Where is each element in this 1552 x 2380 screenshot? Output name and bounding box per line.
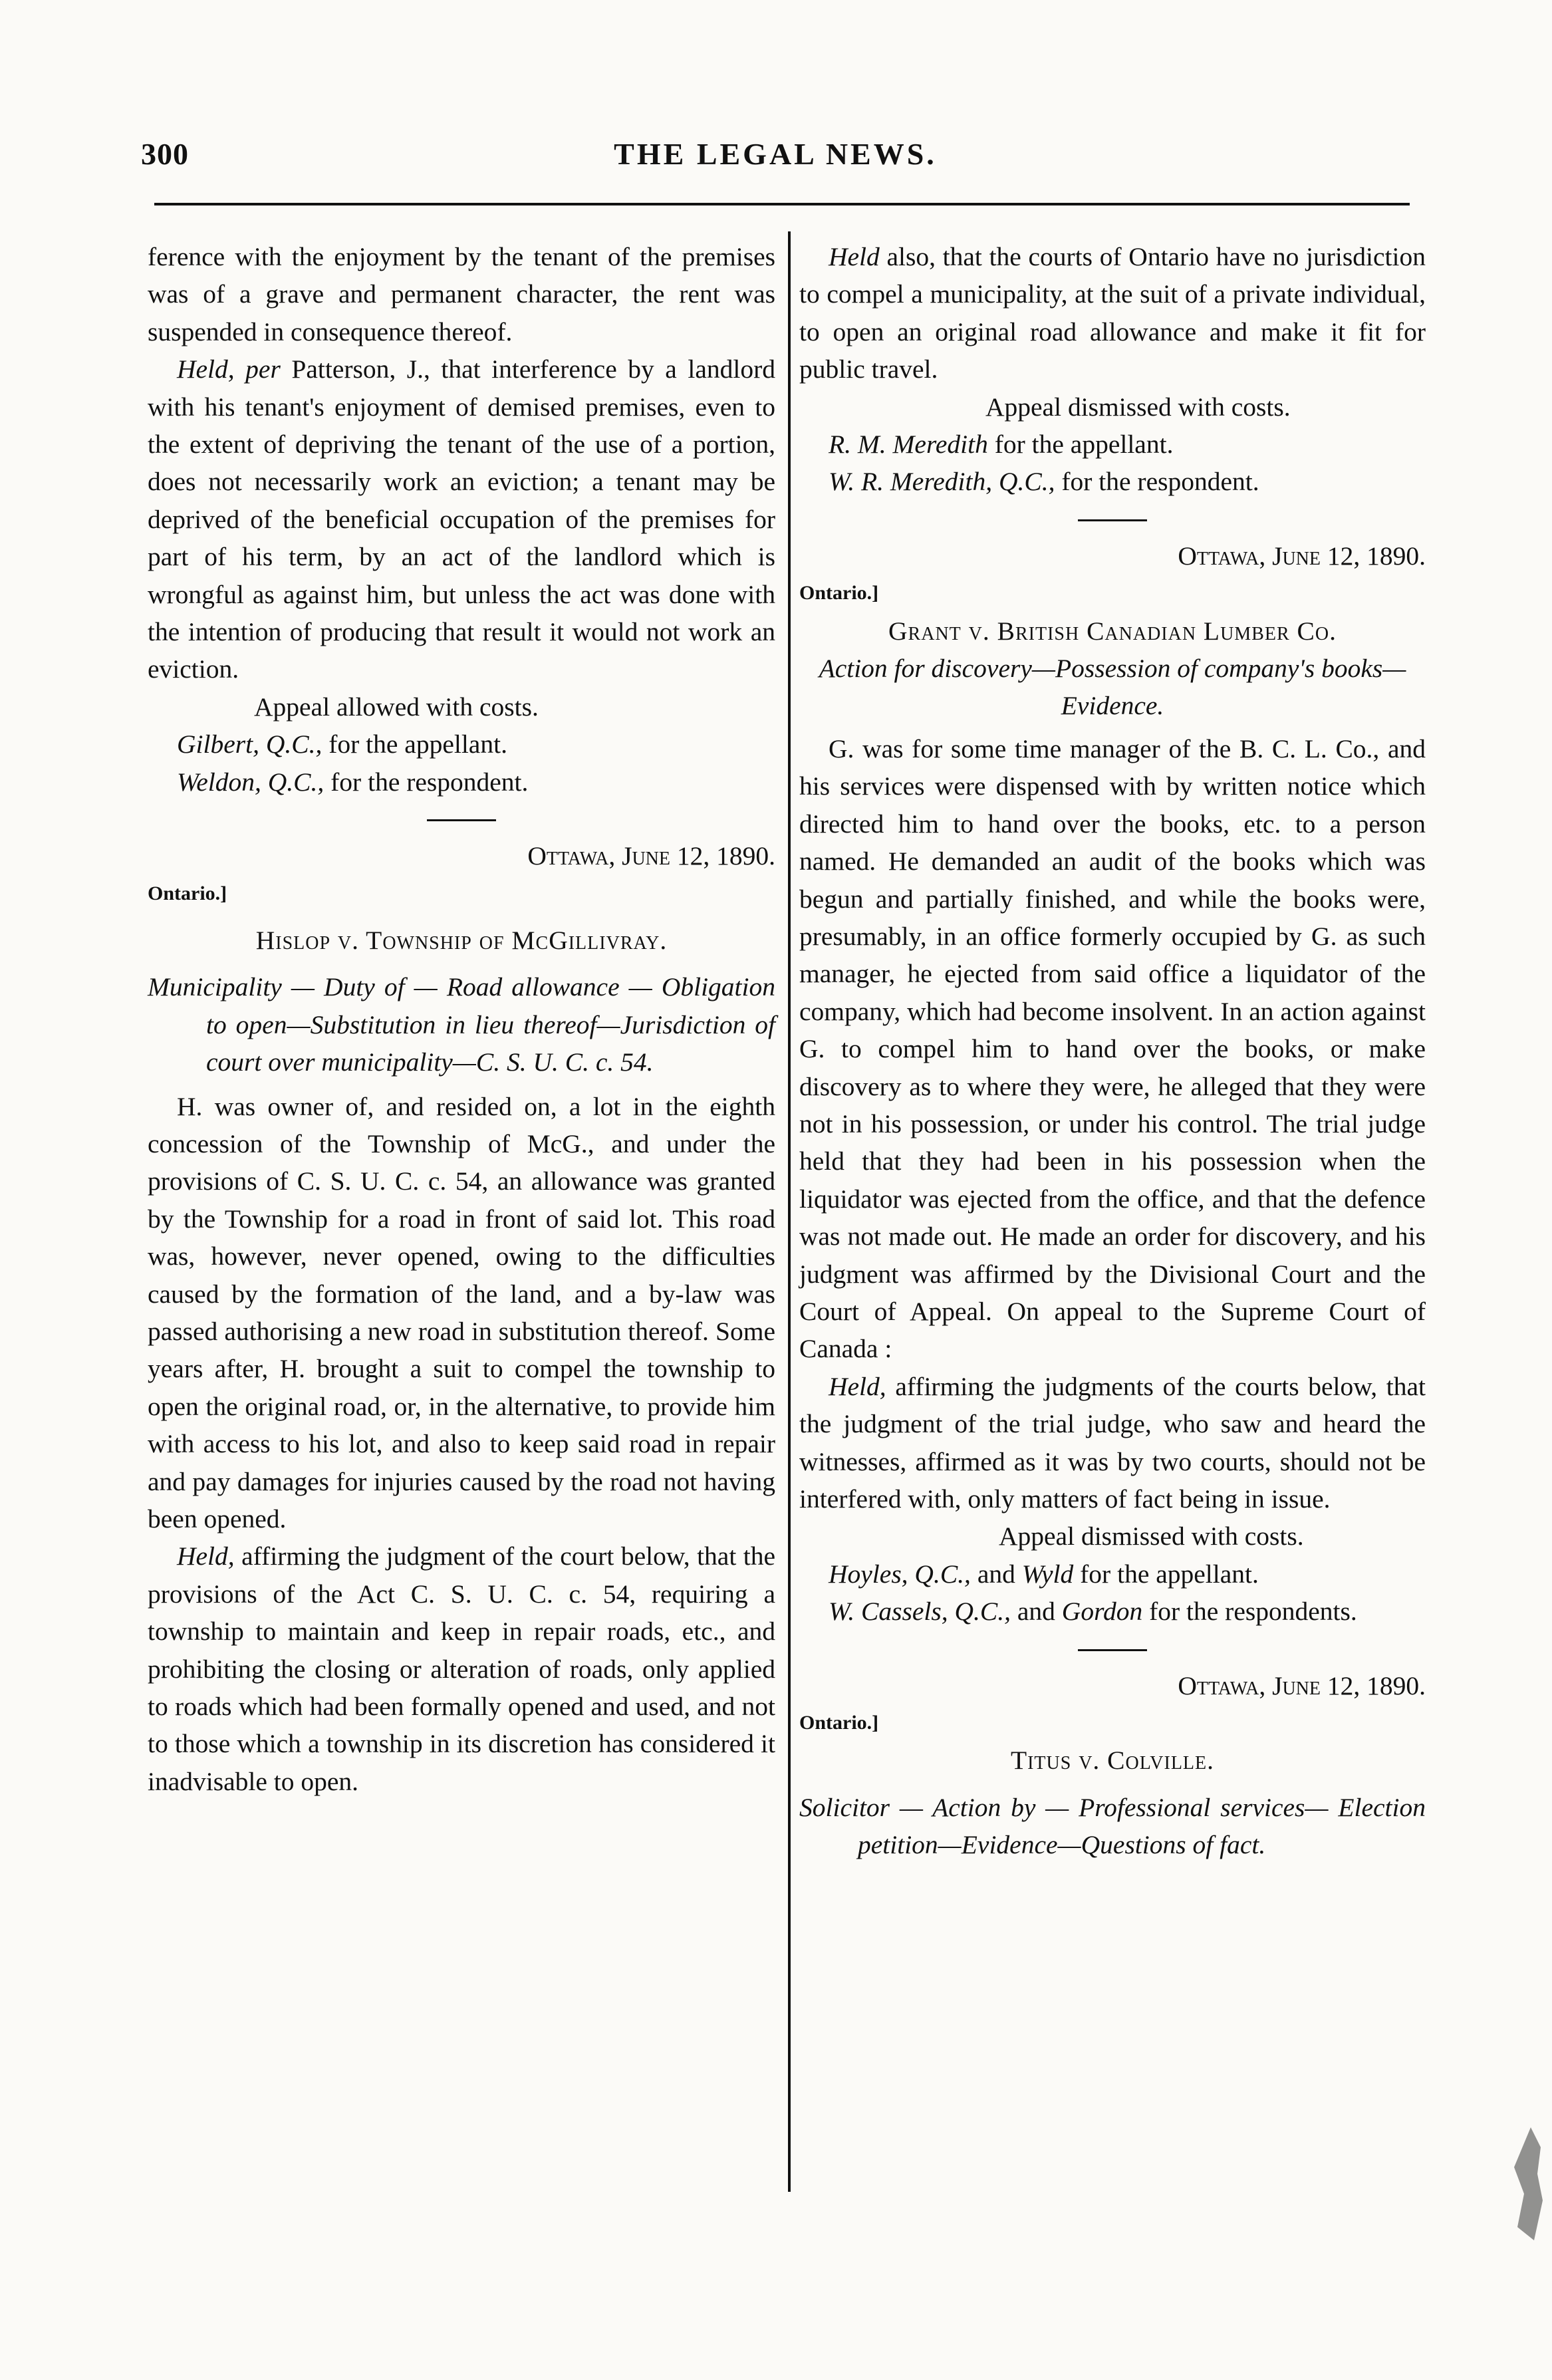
page-number: 300 (141, 137, 189, 171)
paragraph-held: Held, affirming the judgments of the courts below, that the judgment of the trial judge, who saw and heard the witnesses, affirmed as it was by two courts, should not be interfered with, only matters of fact being in issue. (799, 1371, 1426, 1514)
counsel-line: Hoyles, Q.C., and Wyld for the appellant. (829, 1559, 1259, 1589)
dateline: Ottawa, June 12, 1890. (1178, 541, 1426, 571)
held-label: Held, (177, 1541, 235, 1571)
headnote: Municipality — Duty of — Road allowance — Obligation to open—Substitution in lieu thereof—Jurisdiction of court over municipality—C. S. U. C. c. 54. (148, 972, 775, 1077)
court-label: Ontario.] (148, 882, 227, 904)
right-column (799, 238, 1426, 1871)
section-separator (1078, 519, 1147, 521)
page-edge-stain (1491, 2127, 1544, 2240)
result-line: Appeal allowed with costs. (254, 692, 539, 722)
held-label: Held, per (177, 354, 281, 384)
dateline: Ottawa, June 12, 1890. (527, 841, 775, 871)
dateline: Ottawa, June 12, 1890. (1178, 1670, 1426, 1700)
counsel-line: W. R. Meredith, Q.C., for the respondent. (829, 467, 1259, 497)
headnote: Solicitor — Action by — Professional services— Election petition—Evidence—Questions of fact. (799, 1792, 1426, 1860)
held-label: Held, (829, 1371, 886, 1401)
counsel-line: Weldon, Q.C., for the respondent. (177, 767, 529, 797)
page-header (141, 136, 1410, 183)
left-column (148, 238, 775, 1800)
section-separator (1078, 1649, 1147, 1651)
counsel-name: Gilbert, Q.C., (177, 729, 323, 759)
counsel-name: Weldon, Q.C., (177, 767, 324, 797)
held-label: Held (829, 242, 880, 271)
court-label: Ontario.] (799, 1712, 879, 1734)
headnote: Action for discovery—Possession of company's books—Evidence. (819, 654, 1406, 721)
case-title: Titus v. Colville. (1010, 1746, 1215, 1776)
paragraph-held-patterson (148, 350, 775, 688)
counsel-line: R. M. Meredith for the appellant. (829, 430, 1174, 460)
case-title: Hislop v. Township of McGillivray. (255, 925, 668, 955)
counsel-line: Gilbert, Q.C., for the appellant. (177, 729, 507, 759)
counsel-name: W. R. Meredith, Q.C., (829, 467, 1055, 497)
counsel-line: W. Cassels, Q.C., and Gordon for the respondents. (829, 1597, 1357, 1627)
paragraph-held-also: Held also, that the courts of Ontario have no jurisdiction to compel a municipality, at the suit of a private individual, to open an original road allowance and make it fit for public travel. (799, 242, 1426, 384)
result-line: Appeal dismissed with costs. (985, 392, 1291, 422)
running-title: THE LEGAL NEWS. (614, 137, 937, 171)
result-line: Appeal dismissed with costs. (999, 1521, 1304, 1551)
paragraph-text: Patterson, J., that interference by a landlord with his tenant's enjoyment of demised premises, even to the extent of depriving the tenant of the use of a portion, does not necessarily work an eviction; a tenant may be deprived of the beneficial occupation of the premises for part of his term, by an act of the landlord which is wrongful as against him, but unless the act was done with the intention of producing that result it would not work an eviction. (148, 354, 775, 684)
header-rule (154, 203, 1410, 205)
counsel-name: R. M. Meredith (829, 430, 988, 460)
court-label: Ontario.] (799, 582, 879, 604)
paragraph-facts: G. was for some time manager of the B. C. L. Co., and his services were dispensed with by written notice which directed him to hand over the books, etc. to a person named. He demanded an audit of the books which was begun and partially finished, and while the books were, presumably, in an office formerly occupied by G. as such manager, he ejected from said office a liquidator of the company, which had become insolvent. In an action against G. to compel him to hand over the books, or make discovery as to where they were, he alleged that they were not in his possession, or under his control. The trial judge held that they had been in his possession when the liquidator was ejected from the office, and that the defence was not made out. He made an order for discovery, and his judgment was affirmed by the Divisional Court and the Court of Appeal. On appeal to the Supreme Court of Canada : (799, 733, 1426, 1364)
case-title: Grant v. British Canadian Lumber Co. (888, 616, 1337, 646)
paragraph-held: Held, affirming the judgment of the court below, that the provisions of the Act C. S. U. C. c. 54, requiring a township to maintain and keep in repair roads, etc., and prohibiting the closing or alteration of roads, only applied to roads which had been formally opened and used, and not to those which a township in its discretion has considered it inadvisable to open. (148, 1541, 775, 1796)
section-separator (427, 819, 496, 821)
column-divider (788, 231, 791, 2192)
paragraph-facts: H. was owner of, and resided on, a lot in the eighth concession of the Township of McG., and under the provisions of C. S. U. C. c. 54, an allowance was granted by the Township for a road in front of said lot. This road was, however, never opened, owing to the difficulties caused by the formation of the land, and a by-law was passed authorising a new road in substitution thereof. Some years after, H. brought a suit to compel the township to open the original road, or, in the alternative, to provide him with access to his lot, and also to keep said road in repair and pay damages for injuries caused by the road not having been opened. (148, 1091, 775, 1533)
paragraph-continued: ference with the enjoyment by the tenant of the premises was of a grave and permanent character, the rent was suspended in consequence thereof. (148, 242, 775, 346)
